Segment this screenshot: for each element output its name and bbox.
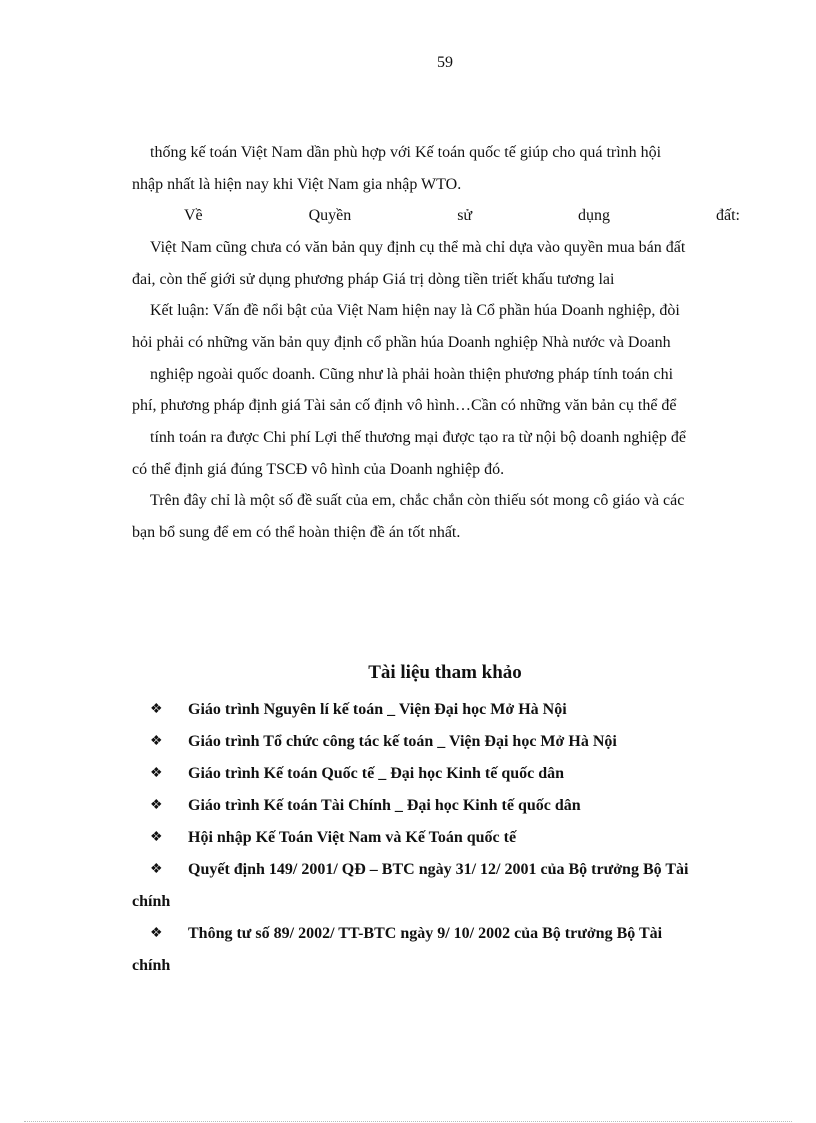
reference-item-continued: chính [132, 957, 171, 974]
paragraph-line: tính toán ra được Chi phí Lợi thế thương mại được tạo ra từ nội bộ doanh nghiệp để [150, 429, 686, 446]
paragraph-line-justified [184, 206, 740, 226]
paragraph-line: nhập nhất là hiện nay khi Việt Nam gia nhập WTO. [132, 176, 462, 193]
paragraph-line: có thể định giá đúng TSCĐ vô hình của Doanh nghiệp đó. [132, 461, 505, 478]
diamond-bullet-icon: ❖ [150, 926, 163, 941]
diamond-bullet-icon: ❖ [150, 734, 163, 749]
reference-item: Giáo trình Kế toán Tài Chính _ Đại học Kinh tế quốc dân [188, 797, 581, 814]
paragraph-line: Trên đây chỉ là một số đề suất của em, chắc chắn còn thiếu sót mong cô giáo và các [150, 492, 685, 509]
paragraph-line: Việt Nam cũng chưa có văn bản quy định cụ thể mà chỉ dựa vào quyền mua bán đất [150, 239, 686, 256]
paragraph-line: hỏi phải có những văn bản quy định cổ phần húa Doanh nghiệp Nhà nước và Doanh [132, 334, 671, 351]
reference-item-continued: chính [132, 893, 171, 910]
diamond-bullet-icon: ❖ [150, 830, 163, 845]
word: sử [457, 207, 473, 224]
word: dụng [578, 207, 611, 224]
diamond-bullet-icon: ❖ [150, 702, 163, 717]
page-number: 59 [437, 54, 453, 71]
reference-item: Giáo trình Kế toán Quốc tế _ Đại học Kinh tế quốc dân [188, 765, 565, 782]
word: Về [184, 207, 203, 224]
diamond-bullet-icon: ❖ [150, 766, 163, 781]
diamond-bullet-icon: ❖ [150, 862, 163, 877]
diamond-bullet-icon: ❖ [150, 798, 163, 813]
references-title: Tài liệu tham khảo [368, 662, 522, 683]
paragraph-line: đai, còn thế giới sử dụng phương pháp Giá trị dòng tiền triết khấu tương lai [132, 271, 615, 288]
word: Quyền [308, 207, 352, 224]
reference-item: Hội nhập Kế Toán Việt Nam và Kế Toán quốc tế [188, 829, 517, 846]
paragraph-line: thống kế toán Việt Nam dần phù hợp với Kế toán quốc tế giúp cho quá trình hội [150, 144, 662, 161]
paragraph-line: Kết luận: Vấn đề nổi bật của Việt Nam hiện nay là Cổ phần húa Doanh nghiệp, đòi [150, 302, 680, 319]
reference-item: Giáo trình Nguyên lí kế toán _ Viện Đại học Mở Hà Nội [188, 701, 567, 718]
reference-item: Quyết định 149/ 2001/ QĐ – BTC ngày 31/ 12/ 2001 của Bộ trưởng Bộ Tài [188, 861, 689, 878]
word: đất: [715, 207, 740, 224]
page-bottom-divider [24, 1121, 792, 1122]
reference-item: Giáo trình Tổ chức công tác kế toán _ Viện Đại học Mở Hà Nội [188, 733, 617, 750]
paragraph-line: bạn bổ sung để em có thể hoàn thiện đề án tốt nhất. [132, 524, 461, 541]
paragraph-line: nghiệp ngoài quốc doanh. Cũng như là phải hoàn thiện phương pháp tính toán chi [150, 366, 674, 383]
paragraph-line: phí, phương pháp định giá Tài sản cố định vô hình…Cần có những văn bản cụ thể để [132, 397, 677, 414]
reference-item: Thông tư số 89/ 2002/ TT-BTC ngày 9/ 10/ 2002 của Bộ trưởng Bộ Tài [188, 925, 663, 942]
